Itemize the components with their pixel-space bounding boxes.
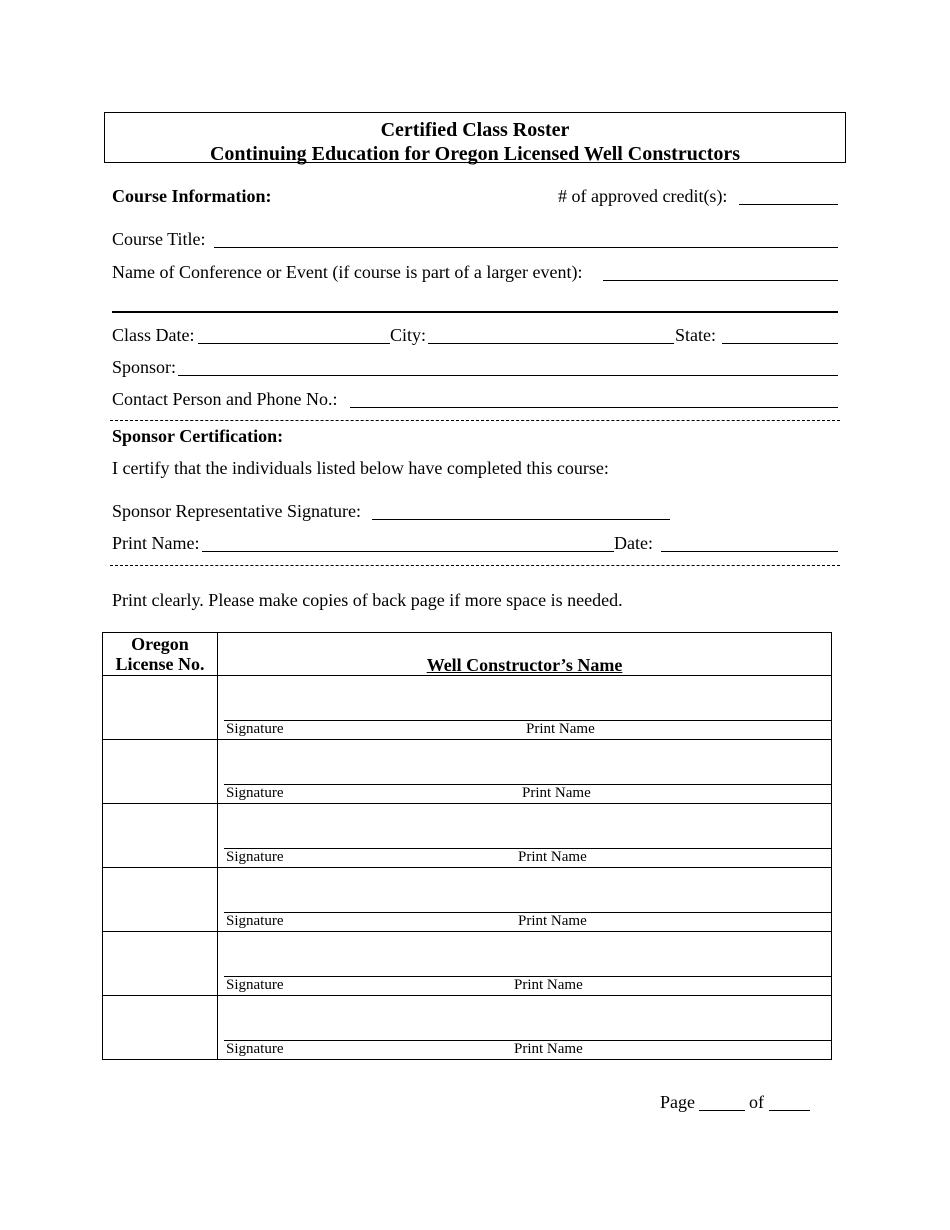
signature-label: Signature bbox=[226, 1041, 284, 1057]
sponsor-cert-heading: Sponsor Certification: bbox=[112, 426, 284, 446]
roster-header-row bbox=[103, 633, 832, 676]
page-label: Page bbox=[660, 1092, 695, 1112]
certification-statement: I certify that the individuals listed below have completed this course: bbox=[112, 458, 609, 478]
name-cell[interactable] bbox=[218, 676, 832, 740]
contact-label: Contact Person and Phone No.: bbox=[112, 389, 338, 409]
name-column-header: Well Constructor’s Name bbox=[218, 633, 832, 676]
signature-label: Signature bbox=[226, 849, 284, 865]
sponsor-signature-label: Sponsor Representative Signature: bbox=[112, 501, 361, 521]
sponsor-field[interactable] bbox=[178, 375, 838, 376]
table-row bbox=[103, 932, 832, 996]
state-field[interactable] bbox=[722, 343, 838, 344]
license-number-cell[interactable] bbox=[103, 868, 218, 932]
table-row bbox=[103, 740, 832, 804]
table-row bbox=[103, 804, 832, 868]
print-name-label: Print Name bbox=[514, 1041, 583, 1057]
course-info-heading: Course Information: bbox=[112, 186, 272, 206]
license-column-header: Oregon License No. bbox=[103, 633, 218, 676]
conference-field-continuation[interactable] bbox=[112, 311, 838, 313]
signature-label: Signature bbox=[226, 721, 284, 737]
name-cell[interactable] bbox=[218, 740, 832, 804]
page-number-field[interactable] bbox=[699, 1110, 745, 1111]
print-name-label: Print Name: bbox=[112, 533, 200, 553]
license-number-cell[interactable] bbox=[103, 996, 218, 1060]
signature-label: Signature bbox=[226, 785, 284, 801]
license-number-cell[interactable] bbox=[103, 804, 218, 868]
course-title-field[interactable] bbox=[214, 247, 838, 248]
print-name-field[interactable] bbox=[202, 551, 614, 552]
license-number-cell[interactable] bbox=[103, 932, 218, 996]
print-name-label: Print Name bbox=[518, 849, 587, 865]
conference-label: Name of Conference or Event (if course is part of a larger event): bbox=[112, 262, 583, 282]
form-title: Certified Class Roster bbox=[380, 119, 570, 141]
sponsor-signature-field[interactable] bbox=[372, 519, 670, 520]
table-row bbox=[103, 868, 832, 932]
title-box bbox=[104, 112, 846, 163]
signature-label: Signature bbox=[226, 977, 284, 993]
city-label: City: bbox=[390, 325, 427, 345]
instructions-text: Print clearly. Please make copies of back page if more space is needed. bbox=[112, 590, 623, 610]
credits-label: # of approved credit(s): bbox=[558, 186, 728, 206]
state-label: State: bbox=[675, 325, 716, 345]
sponsor-label: Sponsor: bbox=[112, 357, 177, 377]
form-subtitle: Continuing Education for Oregon Licensed Well Constructors bbox=[209, 143, 741, 165]
contact-field[interactable] bbox=[350, 407, 838, 408]
print-name-label: Print Name bbox=[518, 913, 587, 929]
table-row bbox=[103, 996, 832, 1060]
of-label: of bbox=[749, 1092, 764, 1112]
print-name-label: Print Name bbox=[514, 977, 583, 993]
name-cell[interactable] bbox=[218, 932, 832, 996]
name-cell[interactable] bbox=[218, 996, 832, 1060]
conference-field[interactable] bbox=[603, 280, 838, 281]
print-name-label: Print Name bbox=[526, 721, 595, 737]
class-date-label: Class Date: bbox=[112, 325, 195, 345]
city-field[interactable] bbox=[428, 343, 674, 344]
name-cell[interactable] bbox=[218, 804, 832, 868]
table-row bbox=[103, 676, 832, 740]
credits-field[interactable] bbox=[739, 204, 838, 205]
name-cell[interactable] bbox=[218, 868, 832, 932]
signature-label: Signature bbox=[226, 913, 284, 929]
license-number-cell[interactable] bbox=[103, 676, 218, 740]
print-name-label: Print Name bbox=[522, 785, 591, 801]
course-title-label: Course Title: bbox=[112, 229, 206, 249]
section-divider bbox=[110, 420, 840, 421]
class-date-field[interactable] bbox=[198, 343, 390, 344]
date-label: Date: bbox=[614, 533, 653, 553]
section-divider bbox=[110, 565, 840, 566]
date-field[interactable] bbox=[661, 551, 838, 552]
total-pages-field[interactable] bbox=[769, 1110, 810, 1111]
license-number-cell[interactable] bbox=[103, 740, 218, 804]
roster-table bbox=[102, 632, 832, 1060]
